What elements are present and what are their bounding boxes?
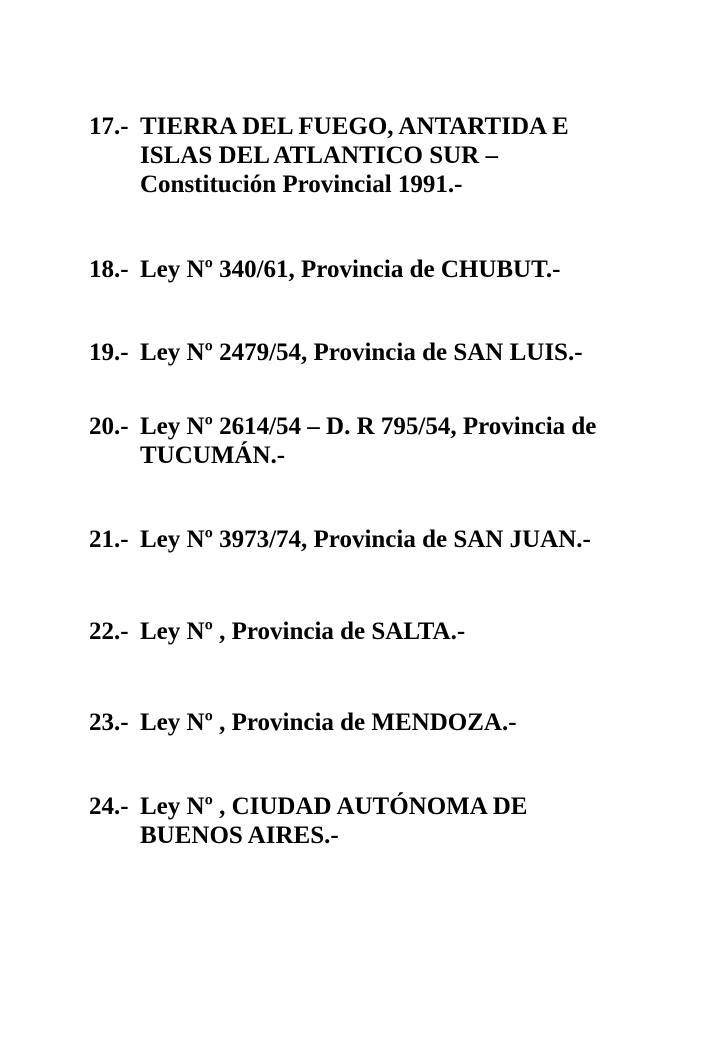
- item-text-line: Ley Nº 2479/54, Provincia de SAN LUIS.-: [140, 339, 583, 366]
- item-number: 21.-: [89, 526, 129, 553]
- item-number: 17.-: [89, 113, 129, 140]
- item-text: [140, 617, 689, 646]
- list-item-23: [89, 708, 689, 737]
- item-number: 19.-: [89, 339, 129, 366]
- item-text-line: ISLAS DEL ATLANTICO SUR –: [140, 142, 498, 169]
- item-text-line: Constitución Provincial 1991.-: [140, 171, 463, 198]
- item-number: 20.-: [89, 413, 129, 440]
- item-text: [140, 708, 689, 737]
- list-item-19: [89, 338, 689, 367]
- item-number: 22.-: [89, 618, 129, 645]
- item-text: [140, 255, 689, 284]
- item-text: [140, 792, 689, 850]
- list-item-18: [89, 255, 689, 284]
- item-text-line: Ley Nº 340/61, Provincia de CHUBUT.-: [140, 256, 561, 283]
- list-item-20: [89, 412, 689, 470]
- item-text-line: Ley Nº 2614/54 – D. R 795/54, Provincia de: [140, 413, 597, 440]
- list-item-21: [89, 525, 689, 554]
- item-text: [140, 112, 689, 199]
- item-number: 23.-: [89, 709, 129, 736]
- item-text: [140, 525, 689, 554]
- item-text-line: BUENOS AIRES.-: [140, 822, 339, 849]
- item-number: 18.-: [89, 256, 129, 283]
- item-text-line: Ley Nº 3973/74, Provincia de SAN JUAN.-: [140, 526, 591, 553]
- list-item-22: [89, 617, 689, 646]
- item-number: 24.-: [89, 793, 129, 820]
- item-text-line: Ley Nº , Provincia de SALTA.-: [140, 618, 466, 645]
- item-text-line: TIERRA DEL FUEGO, ANTARTIDA E: [140, 113, 569, 140]
- item-text-line: Ley Nº , CIUDAD AUTÓNOMA DE: [140, 793, 528, 820]
- item-text-line: TUCUMÁN.-: [140, 442, 286, 469]
- item-text-line: Ley Nº , Provincia de MENDOZA.-: [140, 709, 517, 736]
- item-text: [140, 338, 689, 367]
- list-item-17: [89, 112, 689, 199]
- item-text: [140, 412, 689, 470]
- list-item-24: [89, 792, 689, 850]
